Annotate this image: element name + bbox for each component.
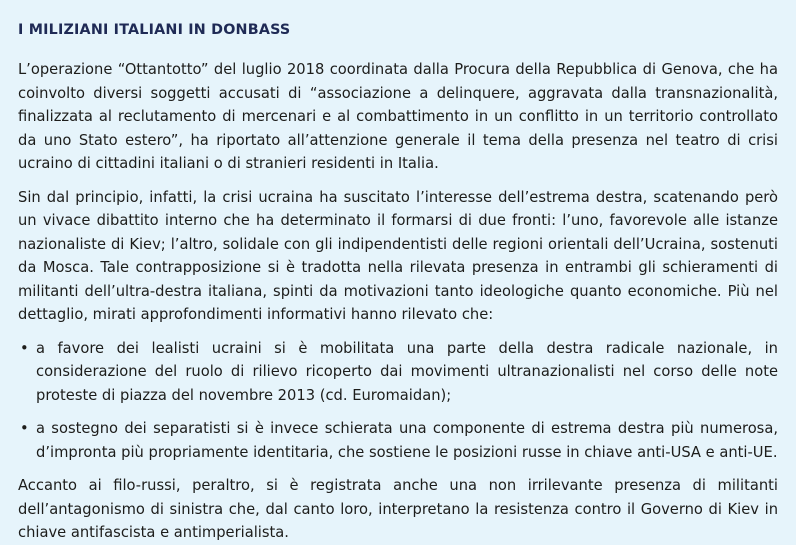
section-title: I MILIZIANI ITALIANI IN DONBASS [18,22,291,38]
bullet-text-1: a favore dei lealisti ucraini si è mobilitata una parte della destra radicale nazionale, in considerazione del ruolo di rilievo ricoperto dai movimenti ultranazionalisti nel corso delle note proteste di piazza del novembre 2013 (cd. Euromaidan); [36,339,778,404]
bullet-list [18,337,778,465]
closing-paragraph: Accanto ai filo-russi, peraltro, si è registrata anche una non irrilevante presenza di militanti dell’antagonismo di sinistra che, dal canto loro, interpretano la resistenza contro il Governo di Kiev in chiave antifascista e antimperialista. [18,477,778,541]
bullet-item-2 [18,417,778,464]
bullet-icon: • [20,420,29,437]
bullet-text-2: a sostegno dei separatisti si è invece schierata una componente di estrema destra più numerosa, d’impronta più propriamente identitaria, che sostiene le posizioni russe in chiave anti-USA e anti-UE. [36,420,778,461]
paragraph-2: Sin dal principio, infatti, la crisi ucraina ha suscitato l’interesse dell’estrema destra, scatenando però un vivace dibattito interno che ha determinato il formarsi di due fronti: l’uno, favorevole alle istanze nazionaliste di Kiev; l’altro, solidale con gli indipendentisti delle regioni orientali dell’Ucraina, sostenuti da Mosca. Tale contrapposizione si è tradotta nella rilevata presenza in entrambi gli schieramenti di militanti dell’ultra-destra italiana, spinti da motivazioni tanto ideologiche quanto economiche. Più nel dettaglio, mirati approfondimenti informativi hanno rilevato che: [18,188,778,323]
paragraph-1: L’operazione “Ottantotto” del luglio 2018 coordinata dalla Procura della Repubblica di Genova, che ha coinvolto diversi soggetti accusati di “associazione a delinquere, aggravata dalla transnazionalità, finalizzata al reclutamento di mercenari e al combattimento in un conflitto in un territorio controllato da uno Stato estero”, ha riportato all’attenzione generale il tema della presenza nel teatro di crisi ucraino di cittadini italiani o di stranieri residenti in Italia. [18,61,778,172]
bullet-icon: • [20,339,29,357]
bullet-item-1 [18,337,778,408]
